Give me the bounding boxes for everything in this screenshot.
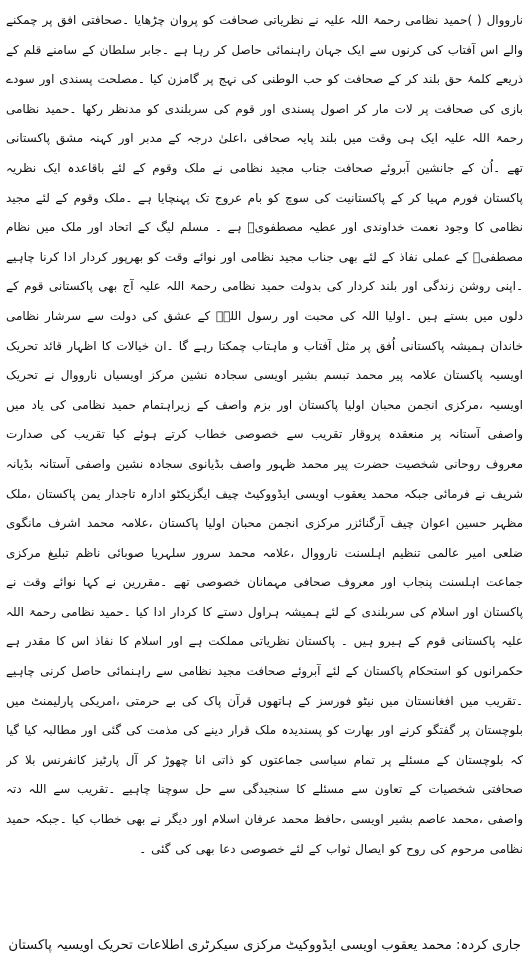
article-body (6, 6, 523, 866)
article-paragraph: نارووال ( )حمید نظامی رحمۃ اللہ علیہ نے نظریاتی صحافت کو پروان چڑھایا ۔صحافتی افق پر چمکنے والے اس آفتاب کی کرنوں سے ایک جہان راہنمائی حاصل کر رہا ہے ۔جابر سلطان کے سامنے قلم کے ذریعے کلمۂ حق بلند کر کے صحافت کو حب الوطنی کی نہج پر گامزن کیا ۔مصلحت پسندی اور سودے بازی کی صحافت پر لات مار کر اصول پسندی اور قوم کی سربلندی کو مدنظر رکھا ۔حمید نظامی رحمۃ اللہ علیہ ایک ہی وقت میں بلند پایہ صحافی ،اعلیٰ درجہ کے مدبر اور کہنہ مشق پاکستانی تھے ۔اُن کے جانشین آبروئے صحافت جناب مجید نظامی نے ملک وقوم کے لئے باقاعدہ ایک نظریہ پاکستان فورم مہیا کر کے پاکستانیت کی سوچ کو بام عروج تک پہنچایا ہے ۔ملک وقوم کے لئے مجید نظامی کا وجود نعمت خداوندی اور عطیہ مصطفویؐ ہے ۔ مسلم لیگ کے اتحاد اور ملک میں نظام مصطفیؐ کے عملی نفاذ کے لئے بھی جناب مجید نظامی اور نوائے وقت کو بھرپور کردار ادا کرنا چاہیے ۔اپنی روشن زندگی اور بلند کردار کی بدولت حمید نظامی رحمۃ اللہ علیہ آج بھی پاکستانی قوم کے دلوں میں بستے ہیں ۔اولیا اللہ کی محبت اور رسول اللہؐ کے عشق کی دولت سے سرشار نظامی خاندان ہمیشہ پاکستانی اُفق پر مثل آفتاب و ماہتاب چمکتا رہے گا ۔ان خیالات کا اظہار قائد تحریک اویسیہ پاکستان علامہ پیر محمد تبسم بشیر اویسی سجادہ نشین مرکز اویسیاں نارووال نے تحریک اویسیہ ،مرکزی انجمن محبان اولیا پاکستان اور بزم واصف کے زیراہتمام حمید نظامی کی یاد میں واصفی آستانہ پر منعقدہ پروقار تقریب سے خصوصی خطاب کرتے ہوئے کیا تقریب کی صدارت معروف روحانی شخصیت حضرت پیر محمد ظہور واصف بڈیانوی سجادہ نشین واصفی آستانہ بڈیانہ شریف نے فرمائی جبکہ محمد یعقوب اویسی ایڈووکیٹ چیف ایگزیکٹو ادارہ تاجدار یمن پاکستان ،ملک مظہر حسین اعوان چیف آرگنائزر مرکزی انجمن محبان اولیا پاکستان ،علامہ محمد اشرف مانگوی ضلعی امیر عالمی تنظیم اہلسنت نارووال ،علامہ محمد سرور سلہریا صوبائی ناظم تبلیغ مرکزی جماعت اہلسنت پنجاب اور معروف صحافی مہمانان خصوصی تھے ۔مقررین نے کہا نوائے وقت نے پاکستان اور اسلام کی سربلندی کے لئے ہمیشہ ہراول دستے کا کردار ادا کیا ۔حمید نظامی رحمۃ اللہ علیہ پاکستانی قوم کے ہیرو ہیں ۔ پاکستان نظریاتی مملکت ہے اور اسلام کا نفاذ اس کا مقدر ہے حکمرانوں کو استحکام پاکستان کے لئے آبروئے صحافت مجید نظامی سے راہنمائی حاصل کرنی چاہیے ۔تقریب میں افغانستان میں نیٹو فورسز کے ہاتھوں قرآن پاک کی بے حرمتی ،امریکی پارلیمنٹ میں بلوچستان پر گفتگو کرنے اور بھارت کو پسندیدہ ملک قرار دینے کی مذمت کی گئی اور مطالبہ کیا گیا کہ بلوچستان کے مسئلے پر تمام سیاسی جماعتوں کو ذاتی انا چھوڑ کر آل پارٹیز کانفرنس بلا کر صحافتی شخصیات کے تعاون سے مسئلے کا سنجیدگی سے حل سوچنا چاہیے ۔تقریب سے اللہ دتہ واصفی ،محمد عاصم بشیر اویسی ،حافظ محمد عرفان اسلام اور دیگر نے بھی خطاب کیا ۔جبکہ حمید نظامی مرحوم کی روح کو ایصال ثواب کے لئے خصوصی دعا بھی کی گئی ۔ (6, 13, 523, 856)
issued-by-footer: جاری کردہ: محمد یعقوب اویسی ایڈووکیٹ مرکزی سیکرٹری اطلاعات تحریک اویسیہ پاکستان (8, 938, 521, 953)
